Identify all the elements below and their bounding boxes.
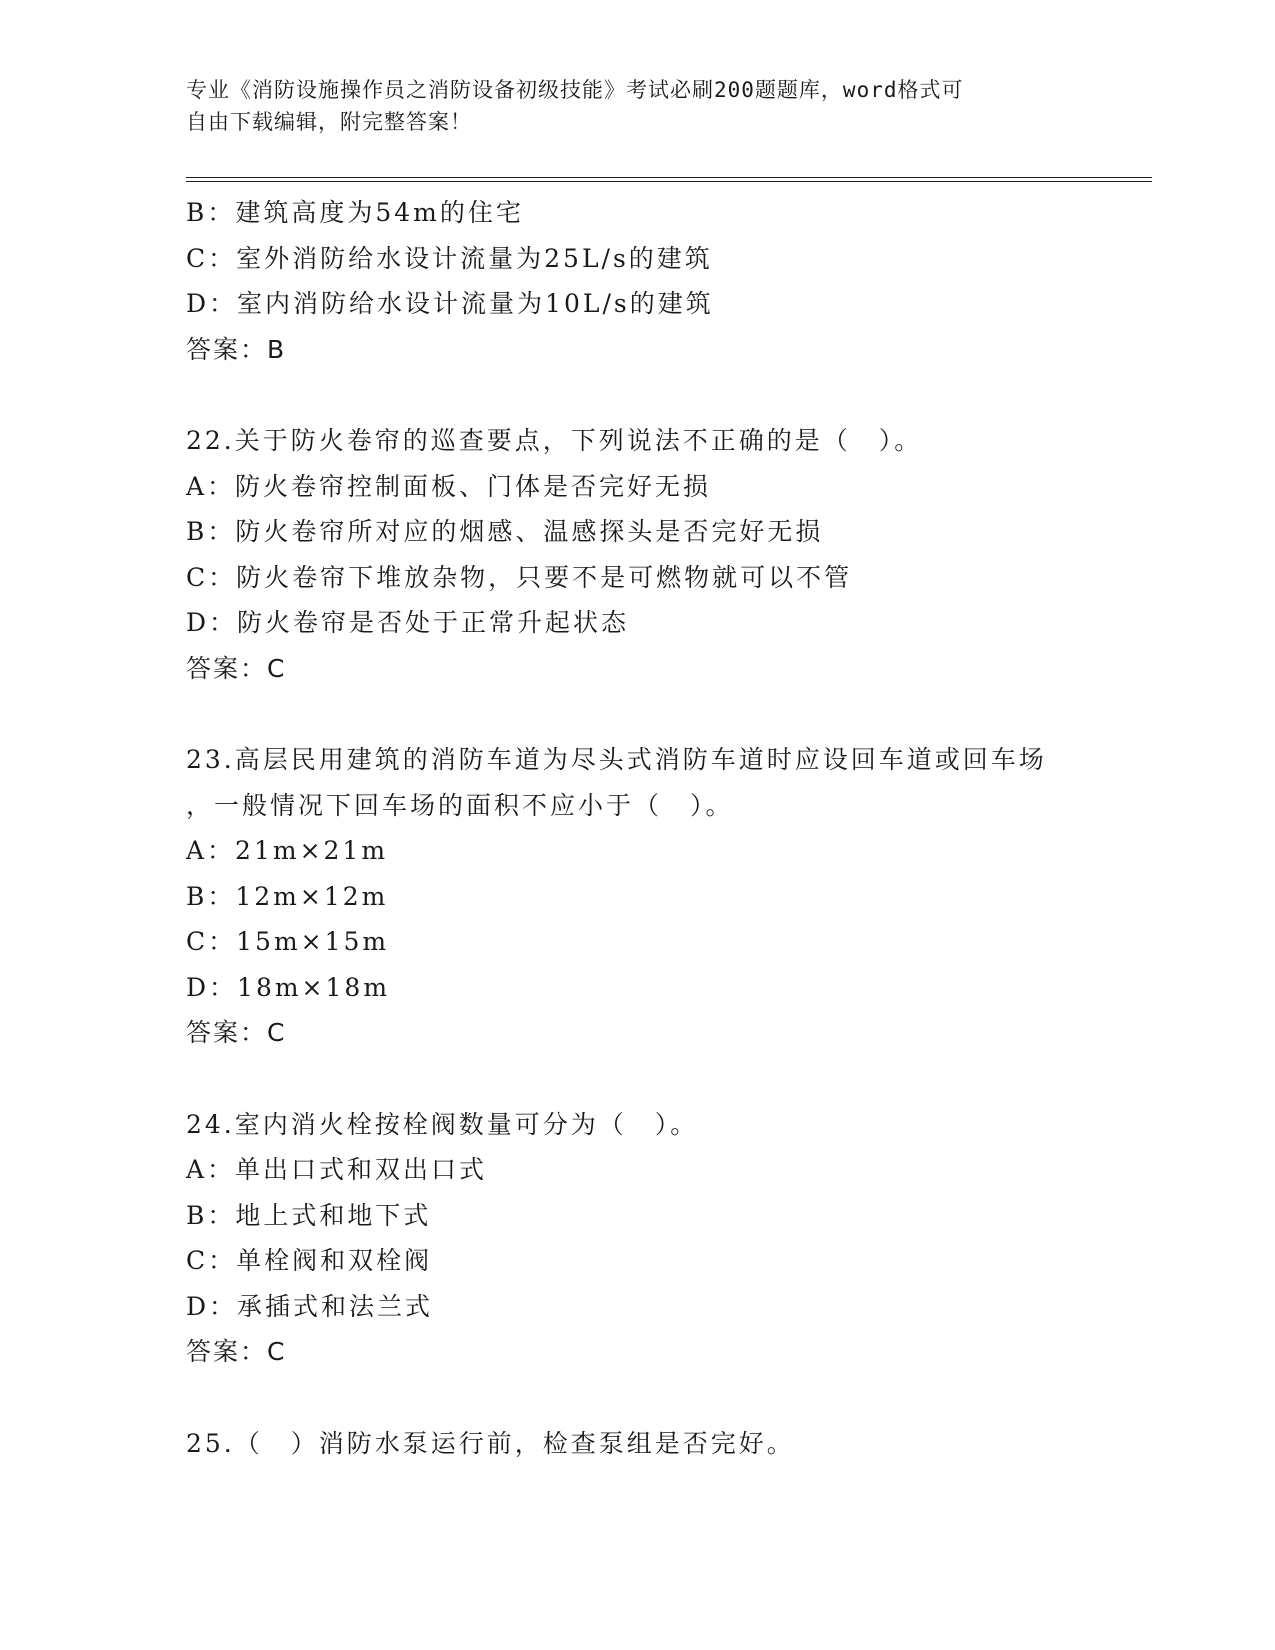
question-list xyxy=(186,190,1086,1466)
question-24 xyxy=(186,1102,1086,1375)
question-23 xyxy=(186,737,1086,1056)
option-c: C：室外消防给水设计流量为25L/s的建筑 xyxy=(186,243,713,273)
option-d: D：18m×18m xyxy=(186,972,391,1002)
question-25 xyxy=(186,1421,1086,1467)
answer: 答案：C xyxy=(186,1337,287,1366)
option-d: D：防火卷帘是否处于正常升起状态 xyxy=(186,608,630,637)
answer: 答案：C xyxy=(186,1018,287,1047)
question-text-line-2: ，一般情况下回车场的面积不应小于（ ）。 xyxy=(186,790,734,820)
header-divider-bottom xyxy=(186,181,1152,182)
option-c: C：单栓阀和双栓阀 xyxy=(186,1246,433,1275)
option-a: A：防火卷帘控制面板、门体是否完好无损 xyxy=(186,471,712,501)
question-21 xyxy=(186,190,1086,372)
option-c: C：15m×15m xyxy=(186,927,390,956)
header-line-1: 专业《消防设施操作员之消防设备初级技能》考试必刷200题题库，word格式可 xyxy=(186,78,964,102)
question-text: 22.关于防火卷帘的巡查要点，下列说法不正确的是（ ）。 xyxy=(186,426,923,455)
question-text: 25.（ ）消防水泵运行前，检查泵组是否完好。 xyxy=(186,1428,795,1458)
option-d: D：室内消防给水设计流量为10L/s的建筑 xyxy=(186,289,714,318)
question-text-line-1: 23.高层民用建筑的消防车道为尽头式消防车道时应设回车道或回车场 xyxy=(186,745,1047,774)
option-b: B：建筑高度为54m的住宅 xyxy=(186,198,524,227)
header-line-2: 自由下载编辑，附完整答案！ xyxy=(186,110,472,134)
option-a: A：单出口式和双出口式 xyxy=(186,1155,488,1184)
option-b: B：12m×12m xyxy=(186,881,389,911)
option-a: A：21m×21m xyxy=(186,836,389,865)
document-header xyxy=(186,74,1066,138)
option-b: B：地上式和地下式 xyxy=(186,1200,432,1230)
answer: 答案：B xyxy=(186,334,287,364)
question-text: 24.室内消火栓按栓阀数量可分为（ ）。 xyxy=(186,1109,699,1139)
question-22 xyxy=(186,418,1086,691)
option-b: B：防火卷帘所对应的烟感、温感探头是否完好无损 xyxy=(186,517,824,546)
header-divider-top xyxy=(186,177,1152,178)
answer: 答案：C xyxy=(186,653,287,683)
option-d: D：承插式和法兰式 xyxy=(186,1291,434,1321)
option-c: C：防火卷帘下堆放杂物，只要不是可燃物就可以不管 xyxy=(186,562,853,592)
